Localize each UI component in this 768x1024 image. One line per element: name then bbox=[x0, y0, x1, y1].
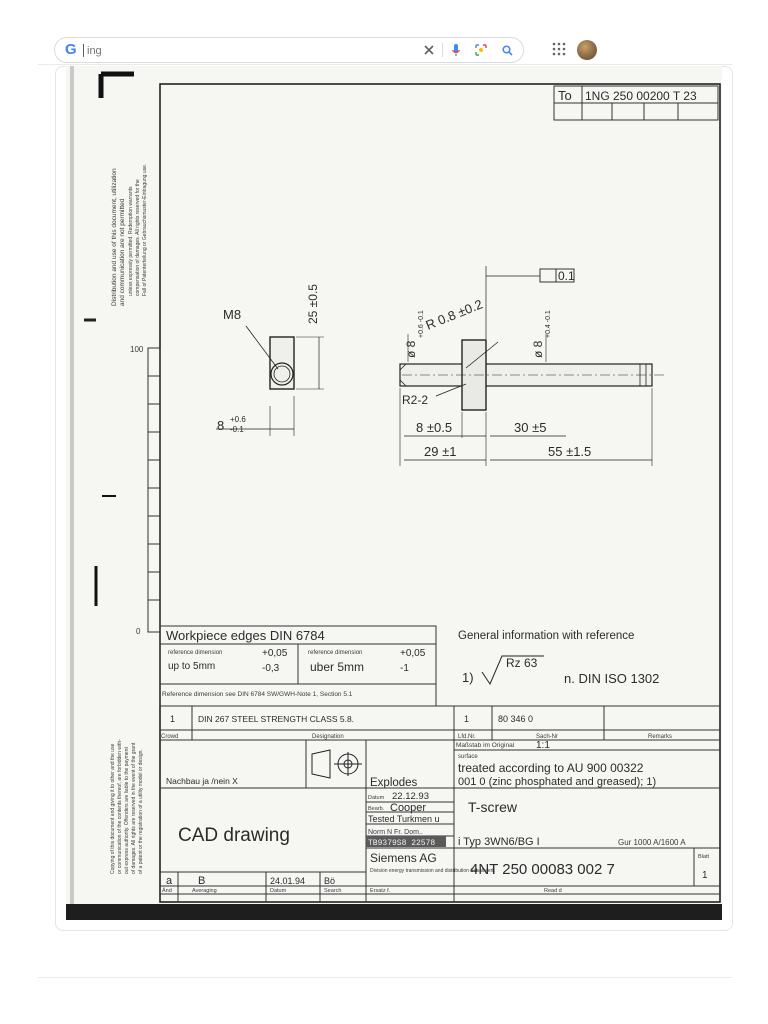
dim-8-nut: 8 bbox=[217, 418, 225, 433]
dim-phi8-right: ø 8 bbox=[531, 340, 545, 358]
dim-30: 30 ±5 bbox=[514, 420, 547, 435]
clear-icon[interactable] bbox=[421, 42, 437, 58]
col-ersatz: Ersatz f. bbox=[370, 888, 391, 894]
search-box[interactable] bbox=[54, 37, 524, 63]
drawing-number: 4NT 250 00083 002 7 bbox=[470, 861, 615, 878]
edges-ref1-range: up to 5mm bbox=[168, 661, 216, 672]
dim-flatness: 0.1 bbox=[558, 269, 575, 283]
svg-text:out express authority. Offende: out express authority. Offenders are liable to the payment bbox=[124, 747, 130, 874]
svg-text:Fall of Patenterteilung or Geb: Fall of Patenterteilung or Gebrauchsmuster-Eintragung use. bbox=[142, 163, 148, 296]
rev-date: 24.01.94 bbox=[270, 876, 306, 886]
col-art: Änd bbox=[162, 888, 172, 894]
sheet-value: 1 bbox=[702, 870, 708, 881]
tested-value: Tested Turkmen u bbox=[368, 814, 440, 824]
search-divider bbox=[442, 43, 443, 57]
search-icon[interactable] bbox=[499, 42, 515, 58]
date-label: Datum bbox=[368, 795, 385, 801]
dim-8-tol-dn: -0.1 bbox=[230, 425, 244, 434]
col-search: Search bbox=[324, 888, 342, 894]
surface-label: surface bbox=[458, 754, 478, 760]
explodes-label: Explodes bbox=[370, 777, 418, 789]
svg-text:of a patent or the registratio: of a patent or the registration of a utility model or design. bbox=[138, 749, 144, 874]
edges-ref1-label: reference dimension bbox=[168, 650, 223, 656]
dim-8-head: 8 ±0.5 bbox=[416, 420, 453, 435]
bottom-legal-note bbox=[110, 739, 144, 874]
col-averaging: Averaging bbox=[192, 888, 217, 894]
edges-ref2-range: uber 5mm bbox=[310, 660, 365, 674]
cad-drawing-label: CAD drawing bbox=[178, 825, 290, 846]
parts-designation: DIN 267 STEEL STRENGTH CLASS 5.8. bbox=[198, 714, 355, 724]
text-caret bbox=[83, 44, 84, 57]
origin-value: 1:1 bbox=[536, 740, 550, 751]
top-bar bbox=[0, 0, 768, 64]
lens-icon[interactable] bbox=[473, 42, 489, 58]
rev-a: a bbox=[166, 875, 173, 887]
code-value: TB9379S8 22578 bbox=[368, 839, 436, 848]
header-divider bbox=[38, 64, 732, 65]
norm-value: Norm N Fr. Dom.. bbox=[368, 829, 423, 836]
parts-qty: 1 bbox=[170, 714, 176, 724]
scan-bottom-shadow bbox=[66, 904, 722, 920]
svg-text:unless expressly permitted. Re: unless expressly permitted. Redemption warrants bbox=[128, 186, 134, 296]
parts-number: 80 346 0 bbox=[498, 714, 534, 724]
general-item: 1) bbox=[462, 670, 474, 685]
dim-55: 55 ±1.5 bbox=[548, 444, 592, 459]
general-info-title: General information with reference bbox=[458, 630, 635, 642]
edges-title: Workpiece edges DIN 6784 bbox=[166, 628, 325, 643]
col-sach: Sach-Nr bbox=[536, 734, 559, 740]
rev-b: B bbox=[198, 875, 206, 887]
technical-drawing bbox=[66, 66, 722, 920]
cad-drawing-image[interactable] bbox=[66, 66, 722, 920]
col-nr: Lfd.Nr. bbox=[458, 734, 476, 740]
dim-phi8-right-tol: +0.4 -0.1 bbox=[545, 310, 552, 338]
edges-ref2-tol-dn: -1 bbox=[400, 663, 409, 674]
google-logo: G bbox=[65, 41, 77, 58]
dim-phi8-left: ø 8 bbox=[404, 340, 418, 358]
svg-text:Distribution and use of this d: Distribution and use of this document, utilization bbox=[111, 168, 118, 306]
roughness-standard: n. DIN ISO 1302 bbox=[564, 671, 660, 686]
col-datum: Datum bbox=[270, 888, 287, 894]
svg-text:compensation of damages. All r: compensation of damages. All rights reserved for the bbox=[135, 179, 141, 296]
dim-29: 29 ±1 bbox=[424, 444, 457, 459]
scale-100-label: 100 bbox=[130, 345, 144, 354]
scale-0-label: 0 bbox=[136, 627, 141, 636]
col-designation: Designation bbox=[312, 734, 344, 740]
edges-ref1-tol-up: +0,05 bbox=[262, 648, 288, 659]
dim-8-tol-up: +0.6 bbox=[230, 415, 246, 424]
microphone-icon[interactable] bbox=[448, 42, 464, 58]
date-value: 22.12.93 bbox=[392, 791, 429, 802]
treatment-line-2: 001 0 (zinc phosphated and greased); 1) bbox=[458, 776, 657, 788]
edges-ref2-tol-up: +0,05 bbox=[400, 648, 426, 659]
parts-qty2: 1 bbox=[464, 714, 470, 724]
edges-ref2-label: reference dimension bbox=[308, 650, 363, 656]
account-avatar[interactable] bbox=[577, 40, 597, 60]
search-input[interactable] bbox=[85, 41, 389, 61]
edges-ref1-tol-dn: -0,3 bbox=[262, 663, 280, 674]
svg-text:or communication of the conten: or communication of the contents thereof, are forbidden with- bbox=[117, 739, 123, 874]
replacement-flag: Nachbau ja /nein X bbox=[166, 776, 238, 786]
dim-m8: M8 bbox=[223, 307, 242, 322]
type-value: i Typ 3WN6/BG I bbox=[458, 836, 540, 848]
col-read: Read d bbox=[544, 888, 562, 894]
footer-divider bbox=[38, 977, 732, 978]
part-name: T-screw bbox=[468, 799, 517, 815]
treatment-line-1: treated according to AU 900 00322 bbox=[458, 761, 644, 775]
svg-text:and communication are not perm: and communication are not permitted bbox=[119, 198, 126, 306]
svg-text:of damages. All rights are res: of damages. All rights are reserved in the event of the grant bbox=[131, 742, 137, 874]
col-crowd: Crowd bbox=[161, 734, 179, 740]
rev-by: Bö bbox=[324, 876, 336, 886]
svg-text:Copying of this document and g: Copying of this document and giving it to other and the use bbox=[110, 743, 116, 874]
dim-r08: R 0.8 ±0.2 bbox=[423, 296, 485, 333]
rating-value: Gur 1000 A/1600 A bbox=[618, 838, 686, 847]
roughness-value: Rz 63 bbox=[506, 656, 538, 670]
drawn-value: Cooper bbox=[390, 802, 427, 814]
edges-note: Reference dimension see DIN 6784 SW/GWH-Note 1, Section 5.1 bbox=[162, 691, 353, 698]
sheet-label: Blatt bbox=[698, 854, 710, 860]
apps-grid-icon[interactable] bbox=[552, 42, 568, 58]
ref-to-label: To bbox=[558, 88, 572, 103]
dim-25: 25 ±0.5 bbox=[306, 284, 320, 324]
origin-label: Maßstab im Original bbox=[456, 742, 515, 749]
col-remarks: Remarks bbox=[648, 734, 673, 740]
company-sub: Division energy transmission and distribution Schaltwerk bbox=[370, 868, 495, 874]
company-name: Siemens AG bbox=[370, 851, 437, 865]
ref-number: 1NG 250 00200 T 23 bbox=[585, 89, 697, 103]
dim-phi8-left-tol: +0.6 -0.1 bbox=[418, 310, 425, 338]
drawn-label: Bearb. bbox=[368, 806, 385, 812]
dim-r22: R2-2 bbox=[402, 393, 429, 407]
